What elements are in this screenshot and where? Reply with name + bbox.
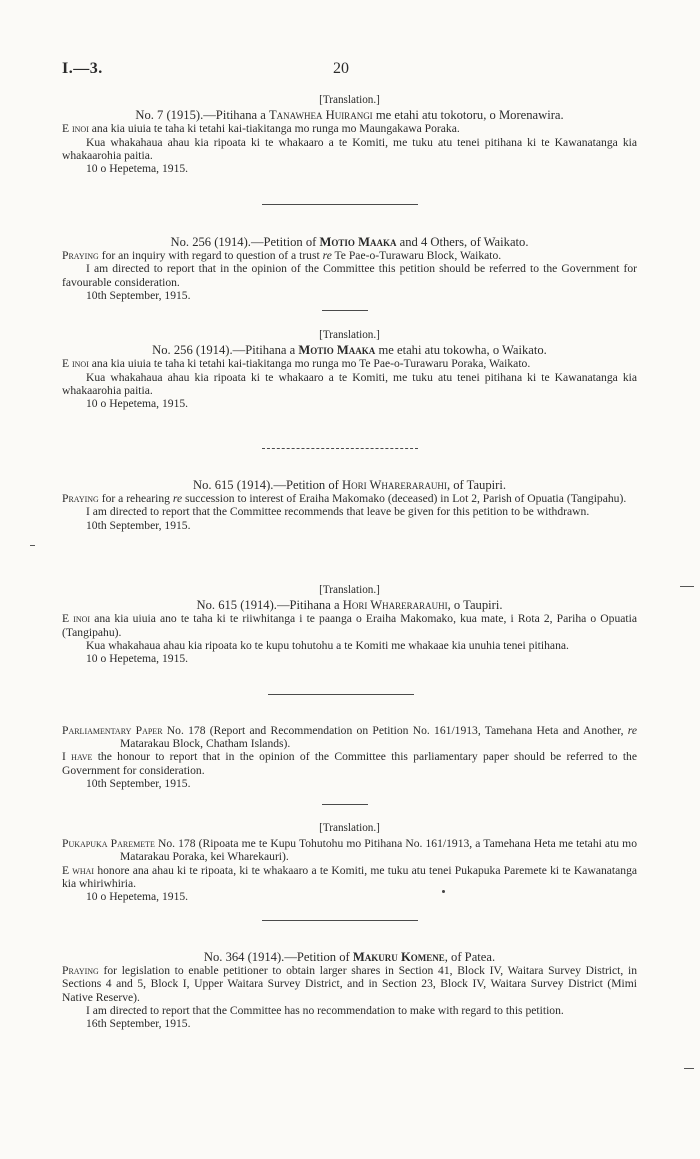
margin-mark <box>680 586 694 587</box>
stray-mark <box>442 890 445 893</box>
section-translation-256-1914 <box>62 329 637 410</box>
translation-label: [Translation.] <box>319 329 380 341</box>
page-number: 20 <box>333 60 349 77</box>
section-heading: No. 615 (1914).—Petition of Hori Wharerarauhi, of Taupiri. <box>193 478 506 492</box>
section-divider <box>262 204 418 205</box>
translation-label: [Translation.] <box>319 822 380 834</box>
report-paragraph: Kua whakahaua ahau kia ripoata ko te kupu tohutohu a te Komiti me whakaae kia unuhia tenei pitihana. <box>86 638 569 652</box>
report-paragraph: I have the honour to report that in the opinion of the Committee this parliamentary paper should be referred to the Government for consideration. <box>62 750 637 777</box>
section-date: 16th September, 1915. <box>86 1017 191 1031</box>
report-paragraph: I am directed to report that the Committee recommends that leave be given for this petition to be withdrawn. <box>86 505 590 519</box>
report-paragraph: I am directed to report that in the opinion of the Committee this petition should be referred to the Government for favourable consideration. <box>62 262 637 289</box>
section-heading: Parliamentary Paper No. 178 (Report and Recommendation on Petition No. 161/1913, Tamehana Heta and Another, re Matarakau Block, Chatham Islands). <box>62 724 637 751</box>
short-divider <box>322 310 368 311</box>
section-divider <box>268 694 414 695</box>
report-paragraph: Kua whakahaua ahau kia ripoata ki te whakaaro a te Komiti, me tuku atu tenei pitihana ki te Kawanatanga kia whakaarohia paitia. <box>62 135 637 162</box>
prayer-paragraph: E inoi ana kia uiuia te taha ki tetahi kai-tiakitanga mo runga mo Te Pae-o-Turawaru Poraka, Waikato. <box>62 357 531 371</box>
report-paragraph: E whai honore ana ahau ki te ripoata, ki te whakaaro a te Komiti, me tuku atu tenei Pukapuka Paremete ki te Kawanatanga kia whiriwhiria. <box>62 863 638 890</box>
translation-label: [Translation.] <box>319 94 380 106</box>
section-petition-256-1914 <box>62 236 637 302</box>
section-heading: No. 364 (1914).—Petition of Makuru Komene, of Patea. <box>203 950 496 964</box>
section-parliamentary-paper-178 <box>62 724 637 790</box>
section-date: 10 o Hepetema, 1915. <box>86 397 189 411</box>
section-heading: No. 256 (1914).—Petition of Motio Maaka and 4 Others, of Waikato. <box>170 235 529 249</box>
paper-reference: I.—3. <box>62 60 103 77</box>
section-heading: Pukapuka Paremete No. 178 (Ripoata me te Kupu Tohutohu mo Pitihana No. 161/1913, a Tamehana Heta me tetahi atu mo Matarakau Poraka, kei Wharekauri). <box>62 837 637 864</box>
report-paragraph: Kua whakahaua ahau kia ripoata ki te whakaaro a te Komiti, me tuku atu tenei pitihana ki te Kawanatanga kia whakaarohia paitia. <box>62 370 637 397</box>
prayer-paragraph: Praying for a rehearing re succession to interest of Eraiha Makomako (deceased) in Lot 2, Parish of Opuatia (Tangipahu). <box>62 492 627 506</box>
section-translation-paper-178 <box>62 822 637 903</box>
section-heading: No. 615 (1914).—Pitihana a Hori Wharerarauhi, o Taupiri. <box>196 598 503 613</box>
section-date: 10 o Hepetema, 1915. <box>86 890 189 904</box>
margin-mark <box>30 545 35 546</box>
report-paragraph: I am directed to report that the Committee has no recommendation to make with regard to this petition. <box>86 1003 564 1017</box>
section-petition-615-1914 <box>62 479 637 532</box>
section-translation-7-1915 <box>62 94 637 175</box>
section-divider <box>262 920 418 921</box>
section-heading: No. 7 (1915).—Pitihana a Tanawhea Huirangi me etahi atu tokotoru, o Morenawira. <box>135 108 564 123</box>
short-divider <box>322 804 368 805</box>
prayer-paragraph: Praying for legislation to enable petitioner to obtain larger shares in Section 41, Block IV, Waitara Survey District, in Sections 4 and 5, Block I, Upper Waitara Survey District, and in Section 23, Block IV, Waitara Survey District (Mimi Native Reserve). <box>62 964 637 1004</box>
prayer-paragraph: E inoi ana kia uiuia ano te taha ki te riiwhitanga i te paanga o Eraiha Makomako, kua mate, i Rota 2, Pariha o Opuatia (Tangipahu). <box>62 612 637 639</box>
section-date: 10 o Hepetema, 1915. <box>86 162 189 176</box>
section-petition-364-1914 <box>62 951 637 1030</box>
section-date: 10 o Hepetema, 1915. <box>86 652 189 666</box>
section-date: 10th September, 1915. <box>86 776 191 790</box>
prayer-paragraph: Praying for an inquiry with regard to question of a trust re Te Pae-o-Turawaru Block, Waikato. <box>62 249 502 263</box>
translation-label: [Translation.] <box>319 584 380 596</box>
prayer-paragraph: E inoi ana kia uiuia te taha ki tetahi kai-tiakitanga mo runga mo Maungakawa Poraka. <box>62 122 460 136</box>
section-heading: No. 256 (1914).—Pitihana a Motio Maaka me etahi atu tokowha, o Waikato. <box>152 343 547 358</box>
section-date: 10th September, 1915. <box>86 518 191 532</box>
section-divider <box>262 448 418 449</box>
margin-mark <box>684 1068 694 1069</box>
section-date: 10th September, 1915. <box>86 288 191 302</box>
section-translation-615-1914 <box>62 584 637 665</box>
